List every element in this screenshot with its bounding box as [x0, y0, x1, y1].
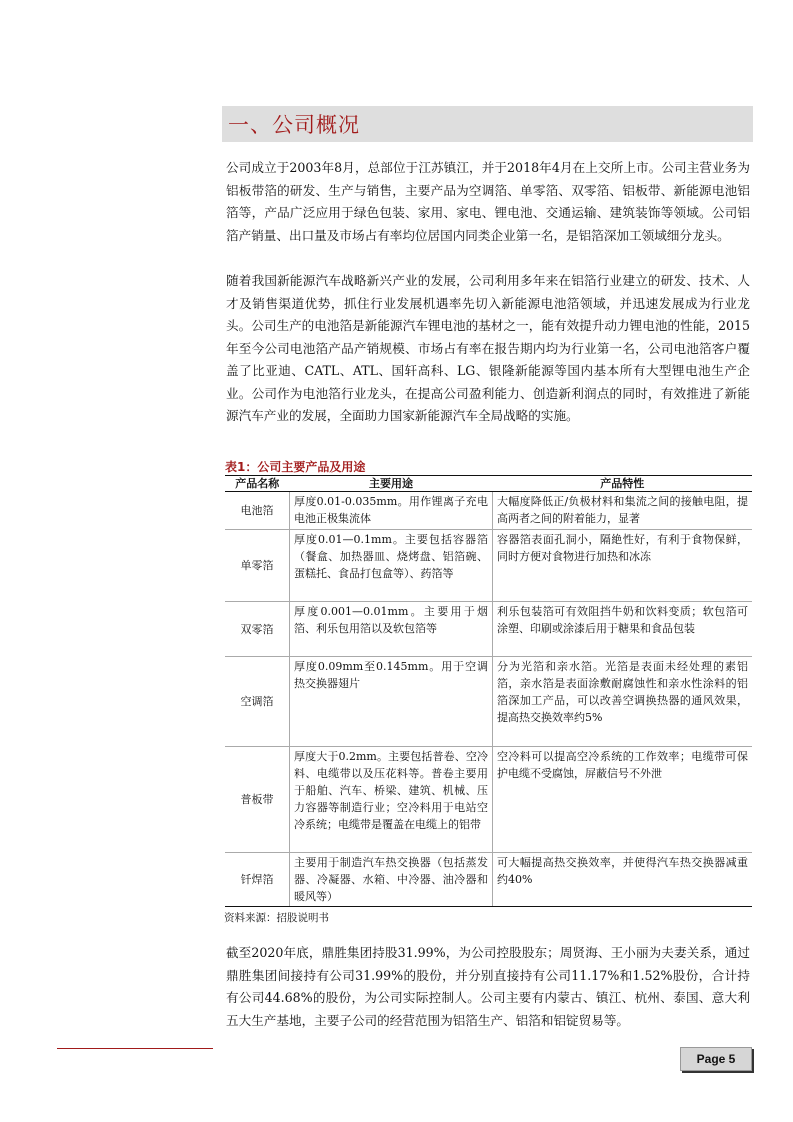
- product-name: 双零箔: [225, 602, 290, 657]
- product-name: 空调箔: [225, 657, 290, 747]
- table-source-note: 资料来源：招股说明书: [224, 912, 329, 924]
- product-name: 普板带: [225, 747, 290, 853]
- table-row: [225, 530, 752, 602]
- table-title: 表1：公司主要产品及用途: [225, 460, 366, 474]
- section-heading-bar: [222, 106, 753, 142]
- table-row: [225, 853, 752, 907]
- product-name: 钎焊箔: [225, 853, 290, 907]
- product-use: 厚度0.001—0.01mm。主要用于烟箔、利乐包用箔以及软包箔等: [290, 602, 493, 657]
- products-table: [225, 475, 752, 907]
- paragraph-battery-foil: 随着我国新能源汽车战略新兴产业的发展，公司利用多年来在铝箔行业建立的研发、技术、人才及销售渠道优势，抓住行业发展机遇率先切入新能源电池箔领域，并迅速发展成为行业龙头。公司生产的电池箔是新能源汽车锂电池的基材之一，能有效提升动力锂电池的性能，2015年至今公司电池箔产品产销规模、市场占有率在报告期内均为行业第一名，公司电池箔客户覆盖了比亚迪、CATL、ATL、国轩高科、LG、银隆新能源等国内基本所有大型锂电池生产企业。公司作为电池箔行业龙头，在提高公司盈利能力、创造新利润点的同时，有效推进了新能源汽车产业的发展，全面助力国家新能源汽车全局战略的实施。: [226, 273, 750, 423]
- header-product-name: 产品名称: [225, 476, 290, 492]
- table-row: [225, 747, 752, 853]
- product-feature: 分为光箔和亲水箔。光箔是表面未经处理的素铝箔，亲水箔是表面涂敷耐腐蚀性和亲水性涂料的铝箔深加工产品，可以改善空调换热器的通风效果，提高热交换效率约5%: [493, 657, 753, 747]
- paragraph-overview: 公司成立于2003年8月，总部位于江苏镇江，并于2018年4月在上交所上市。公司主营业务为铝板带箔的研发、生产与销售，主要产品为空调箔、单零箔、双零箔、铝板带、新能源电池铝箔等，产品广泛应用于绿色包装、家用、家电、锂电池、交通运输、建筑装饰等领域。公司铝箔产销量、出口量及市场占有率均位居国内同类企业第一名，是铝箔深加工领域细分龙头。: [226, 160, 750, 243]
- product-use: 主要用于制造汽车热交换器（包括蒸发器、冷凝器、水箱、中冷器、油冷器和暖风等）: [290, 853, 493, 907]
- product-feature: 利乐包装箔可有效阻挡牛奶和饮料变质；软包箔可涂塑、印刷或涂漆后用于糖果和食品包装: [493, 602, 753, 657]
- product-feature: 可大幅提高热交换效率，并使得汽车热交换器减重约40%: [493, 853, 753, 907]
- product-feature: 容器箔表面孔洞小，隔絶性好，有利于食物保鲜，同时方便对食物进行加热和冰冻: [493, 530, 753, 602]
- product-use: 厚度大于0.2mm。主要包括普卷、空冷料、电缆带以及压花料等。普卷主要用于船舶、汽车、桥梁、建筑、机械、压力容器等制造行业；空冷料用于电站空冷系统；电缆带是覆盖在电缆上的铝带: [290, 747, 493, 853]
- table-row: [225, 657, 752, 747]
- product-name: 电池箔: [225, 492, 290, 530]
- product-feature: 空冷料可以提高空冷系统的工作效率；电缆带可保护电缆不受腐蚀，屏蔽信号不外泄: [493, 747, 753, 853]
- product-use: 厚度0.01-0.035mm。用作锂离子充电电池正极集流体: [290, 492, 493, 530]
- product-use: 厚度0.01—0.1mm。主要包括容器箔（餐盒、加热器皿、烧烤盘、铝箔碗、蛋糕托、食品打包盒等）、药箔等: [290, 530, 493, 602]
- header-feature: 产品特性: [493, 476, 753, 492]
- footer-divider: [57, 1048, 213, 1049]
- section-title: 一、公司概况: [228, 113, 360, 137]
- product-feature: 大幅度降低正/负极材料和集流之间的接触电阻，提高两者之间的附着能力，显著: [493, 492, 753, 530]
- page-number-badge: Page 5: [680, 1047, 752, 1071]
- product-name: 单零箔: [225, 530, 290, 602]
- table-header-row: [225, 476, 752, 492]
- paragraph-shareholders: 截至2020年底，鼎胜集团持股31.99%，为公司控股股东；周贤海、王小丽为夫妻关系，通过鼎胜集团间接持有公司31.99%的股份，并分别直接持有公司11.17%和1.52%股份，合计持有公司44.68%的股份，为公司实际控制人。公司主要有内蒙古、镇江、杭州、泰国、意大利五大生产基地，主要子公司的经营范围为铝箔生产、铝箔和铝锭贸易等。: [226, 945, 750, 1028]
- product-use: 厚度0.09mm至0.145mm。用于空调热交换器翅片: [290, 657, 493, 747]
- table-row: [225, 492, 752, 530]
- table-row: [225, 602, 752, 657]
- header-main-use: 主要用途: [290, 476, 493, 492]
